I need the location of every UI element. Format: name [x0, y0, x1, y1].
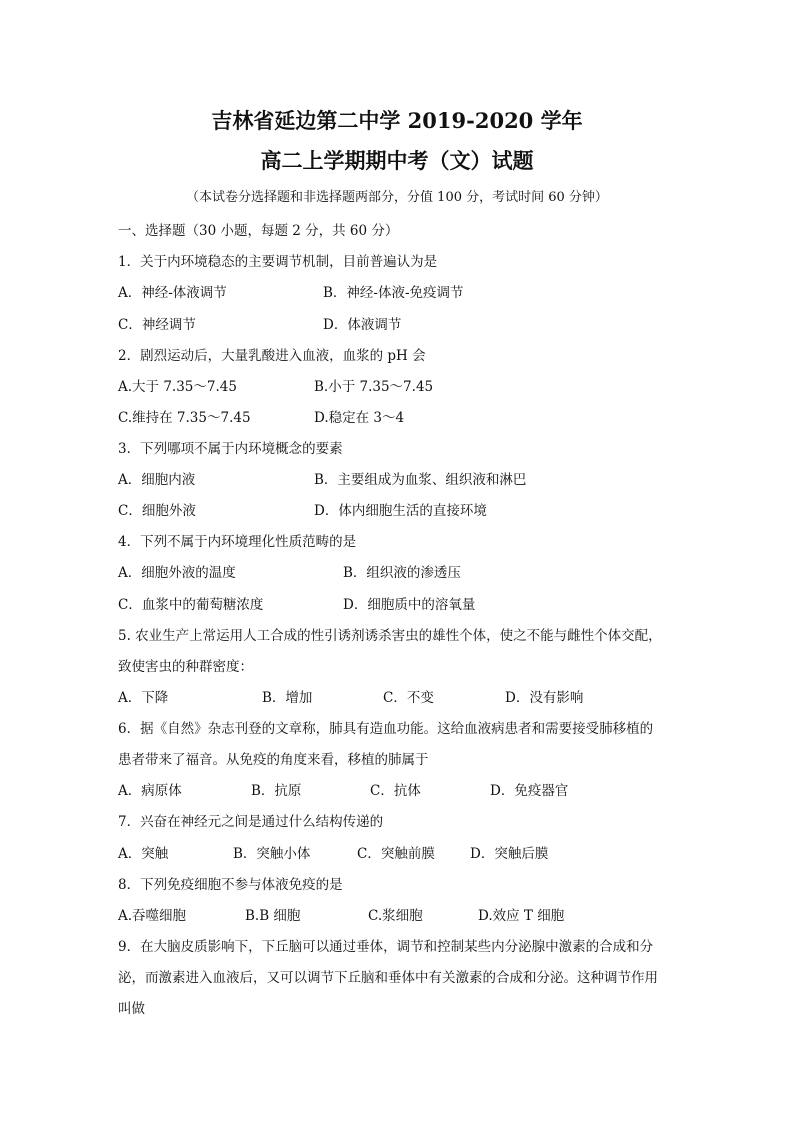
question-6-option-a: A．病原体	[118, 783, 182, 799]
exam-title-line-2: 高二上学期期中考（文）试题	[260, 148, 534, 173]
question-3-option-d: D．体内细胞生活的直接环境	[314, 503, 487, 519]
question-3-stem: 3．下列哪项不属于内环境概念的要素	[118, 441, 343, 457]
question-2-option-b: B.小于 7.35～7.45	[314, 379, 434, 395]
question-9-stem-line-1: 9．在大脑皮质影响下，下丘脑可以通过垂体，调节和控制某些内分泌腺中激素的合成和分	[118, 939, 654, 955]
question-2-option-d: D.稳定在 3～4	[314, 410, 405, 426]
question-5-option-b: B．增加	[262, 690, 313, 706]
question-4-option-d: D．细胞质中的溶氧量	[343, 597, 476, 613]
question-9-stem-line-2: 泌，而激素进入血液后，又可以调节下丘脑和垂体中有关激素的合成和分泌。这种调节作用	[118, 970, 658, 986]
question-7-stem: 7．兴奋在神经元之间是通过什么结构传递的	[118, 814, 384, 830]
question-6-option-c: C．抗体	[370, 783, 421, 799]
question-7-option-a: A．突触	[118, 846, 169, 862]
question-1-option-d: D．体液调节	[323, 317, 402, 333]
question-4-stem: 4．下列不属于内环境理化性质范畴的是	[118, 534, 357, 550]
question-8-option-b: B.B 细胞	[245, 908, 301, 924]
question-2-option-c: C.维持在 7.35～7.45	[118, 410, 251, 426]
question-6-stem-line-2: 患者带来了福音。从免疫的角度来看，移植的肺属于	[118, 752, 429, 768]
question-3-option-c: C．细胞外液	[118, 503, 196, 519]
question-8-option-d: D.效应 T 细胞	[478, 908, 565, 924]
question-2-stem: 2．剧烈运动后，大量乳酸进入血液，血浆的 pH 会	[118, 348, 426, 364]
question-7-option-c: C．突触前膜	[357, 846, 435, 862]
question-5-option-c: C．不变	[383, 690, 434, 706]
question-8-option-c: C.浆细胞	[368, 908, 423, 924]
exam-title-line-1: 吉林省延边第二中学 2019-2020 学年	[211, 108, 583, 133]
question-7-option-b: B．突触小体	[233, 846, 311, 862]
question-3-option-b: B．主要组成为血浆、组织液和淋巴	[314, 472, 527, 488]
question-6-option-d: D．免疫器官	[490, 783, 569, 799]
question-9-stem-line-3: 叫做	[118, 1001, 145, 1017]
question-5-stem-line-1: 5. 农业生产上常运用人工合成的性引诱剂诱杀害虫的雄性个体，使之不能与雌性个体交配，	[118, 628, 662, 644]
question-1-option-a: A．神经-体液调节	[118, 285, 227, 301]
question-7-option-d: D．突触后膜	[470, 846, 549, 862]
question-5-option-d: D．没有影响	[505, 690, 584, 706]
question-3-option-a: A．细胞内液	[118, 472, 196, 488]
exam-note: （本试卷分选择题和非选择题两部分，分值 100 分，考试时间 60 分钟）	[186, 190, 608, 205]
question-5-option-a: A．下降	[118, 690, 169, 706]
question-5-stem-line-2: 致使害虫的种群密度：	[118, 659, 253, 675]
question-1-option-c: C．神经调节	[118, 317, 196, 333]
question-2-option-a: A.大于 7.35～7.45	[118, 379, 237, 395]
question-6-option-b: B．抗原	[251, 783, 302, 799]
question-4-option-b: B．组织液的渗透压	[343, 565, 461, 581]
question-1-option-b: B．神经-体液-免疫调节	[323, 285, 464, 301]
question-4-option-a: A．细胞外液的温度	[118, 565, 236, 581]
question-4-option-c: C．血浆中的葡萄糖浓度	[118, 597, 264, 613]
section-heading: 一、选择题（30 小题，每题 2 分，共 60 分）	[118, 223, 399, 239]
question-6-stem-line-1: 6．据《自然》杂志刊登的文章称，肺具有造血功能。这给血液病患者和需要接受肺移植的	[118, 721, 654, 737]
question-8-option-a: A.吞噬细胞	[118, 908, 187, 924]
question-8-stem: 8．下列免疫细胞不参与体液免疫的是	[118, 877, 343, 893]
question-1-stem: 1．关于内环境稳态的主要调节机制，目前普遍认为是	[118, 254, 438, 270]
